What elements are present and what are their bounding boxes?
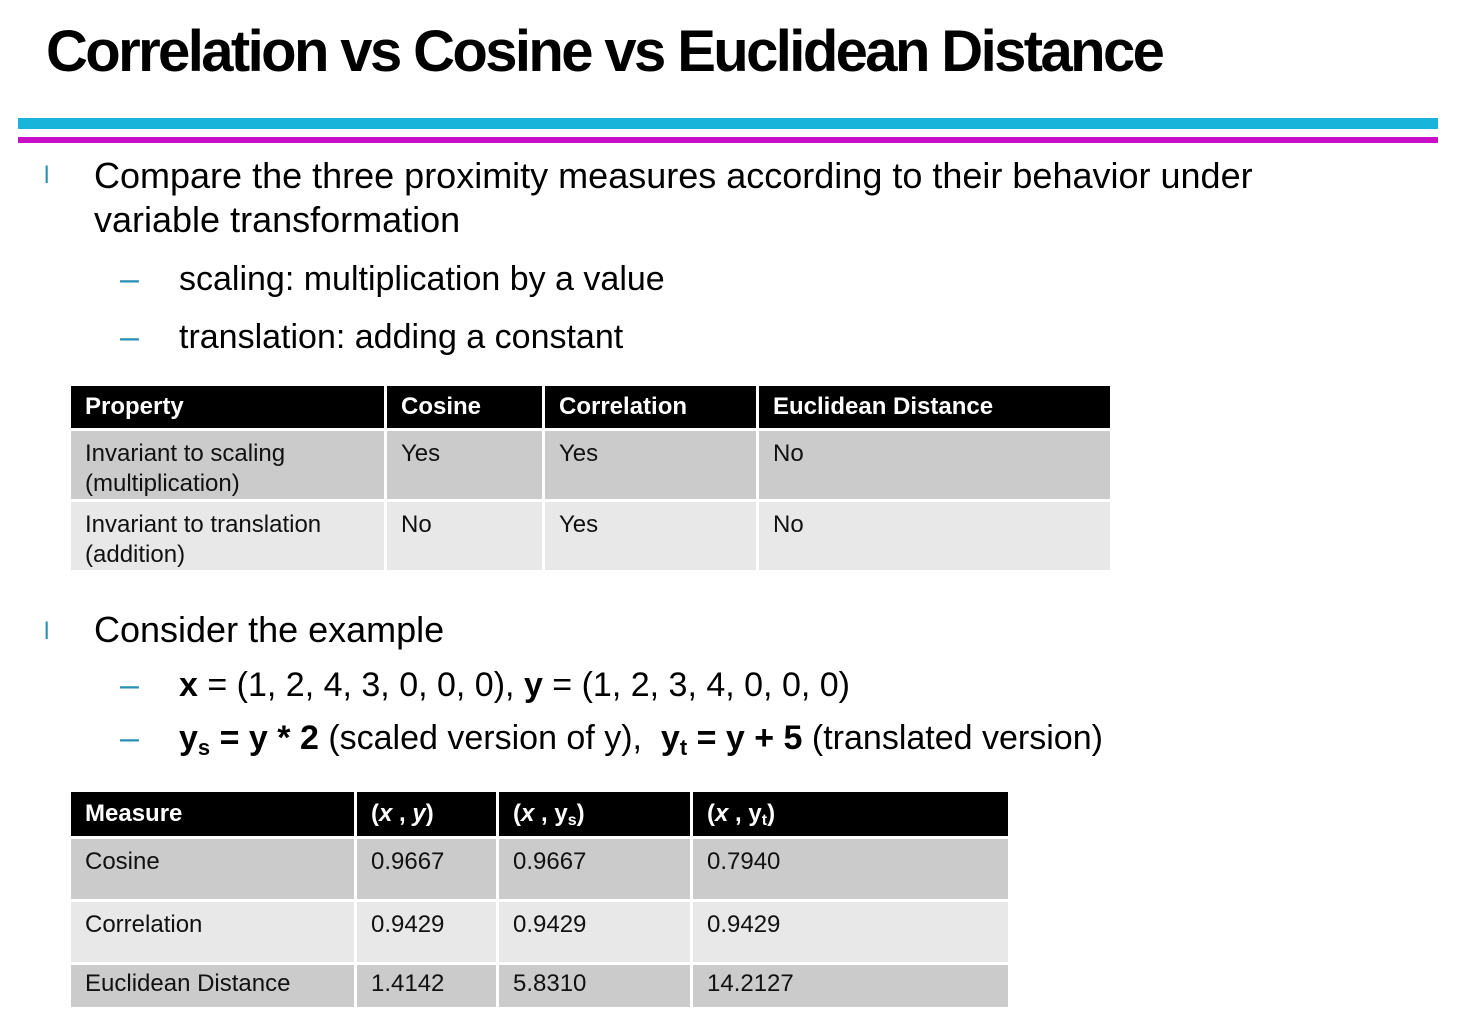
dash-marker: – <box>120 719 139 757</box>
table-cell-measure: Correlation <box>70 901 356 964</box>
table-cell: No <box>758 501 1112 572</box>
property-line: (multiplication) <box>85 470 240 497</box>
var-y: y <box>523 666 543 704</box>
dash-marker: – <box>120 318 139 356</box>
slide-title: Correlation vs Cosine vs Euclidean Distance <box>46 19 1163 84</box>
bullet-marker: l <box>44 618 50 645</box>
table-cell: 1.4142 <box>356 964 498 1009</box>
table-cell: 0.9667 <box>356 838 498 901</box>
title-rule-magenta <box>18 137 1438 143</box>
table-cell: Yes <box>386 430 544 501</box>
table-header-cell: (x , $y_t$) <box>692 791 1010 838</box>
measure-table <box>68 789 1011 1010</box>
table-header-cell: Measure <box>70 791 356 838</box>
table-cell: 14.2127 <box>692 964 1010 1009</box>
table-header-row <box>70 385 1112 430</box>
table-cell-property <box>70 430 386 501</box>
sub-bullet-transforms <box>179 718 1103 758</box>
bullet-consider: Consider the example <box>94 609 445 650</box>
table-cell: Yes <box>544 430 758 501</box>
table-row <box>70 430 1112 501</box>
table-cell-measure: Cosine <box>70 838 356 901</box>
table-cell: 0.9429 <box>356 901 498 964</box>
property-table <box>68 383 1113 573</box>
table-cell: No <box>758 430 1112 501</box>
table-row <box>70 901 1010 964</box>
yt-formula: $y_t = y + 5$ <box>660 719 803 760</box>
table-cell: 0.9667 <box>498 838 692 901</box>
table-row <box>70 838 1010 901</box>
table-row <box>70 501 1112 572</box>
table-header-cell: Euclidean Distance <box>758 385 1112 430</box>
sub-bullet-scaling: scaling: multiplication by a value <box>179 260 665 298</box>
table-row <box>70 964 1010 1009</box>
property-line: Invariant to translation <box>85 511 322 538</box>
table-cell: No <box>386 501 544 572</box>
table-cell: 0.7940 <box>692 838 1010 901</box>
bullet-compare-line1: Compare the three proximity measures according to their behavior under <box>94 155 1253 196</box>
table-header-cell: Cosine <box>386 385 544 430</box>
table-cell: Yes <box>544 501 758 572</box>
title-rule-cyan <box>18 118 1438 129</box>
dash-marker: – <box>120 666 139 704</box>
sub-bullet-translation: translation: adding a constant <box>179 318 624 356</box>
property-line: (addition) <box>85 541 186 568</box>
ys-note: (scaled version of y), <box>318 719 652 757</box>
sub-bullet-vectors <box>179 665 850 705</box>
bullet-compare-line2: variable transformation <box>94 199 461 240</box>
table-cell: 0.9429 <box>498 901 692 964</box>
table-cell-measure: Euclidean Distance <box>70 964 356 1009</box>
bullet-compare <box>94 154 1424 242</box>
yt-note: (translated version) <box>802 719 1103 757</box>
x-value: = (1, 2, 4, 3, 0, 0, 0), <box>197 666 524 704</box>
table-header-cell: (x , y) <box>356 791 498 838</box>
table-cell: 0.9429 <box>692 901 1010 964</box>
property-line: Invariant to scaling <box>85 440 286 467</box>
table-header-cell: Correlation <box>544 385 758 430</box>
dash-marker: – <box>120 260 139 298</box>
table-header-cell: Property <box>70 385 386 430</box>
table-header-cell: (x , $y_s$) <box>498 791 692 838</box>
table-cell-property <box>70 501 386 572</box>
ys-formula: $y_s = y * 2$ <box>179 719 319 760</box>
table-cell: 5.8310 <box>498 964 692 1009</box>
var-x: x <box>179 666 198 704</box>
bullet-marker: l <box>44 162 50 189</box>
table-header-row <box>70 791 1010 838</box>
y-value: = (1, 2, 3, 4, 0, 0, 0) <box>542 666 850 704</box>
